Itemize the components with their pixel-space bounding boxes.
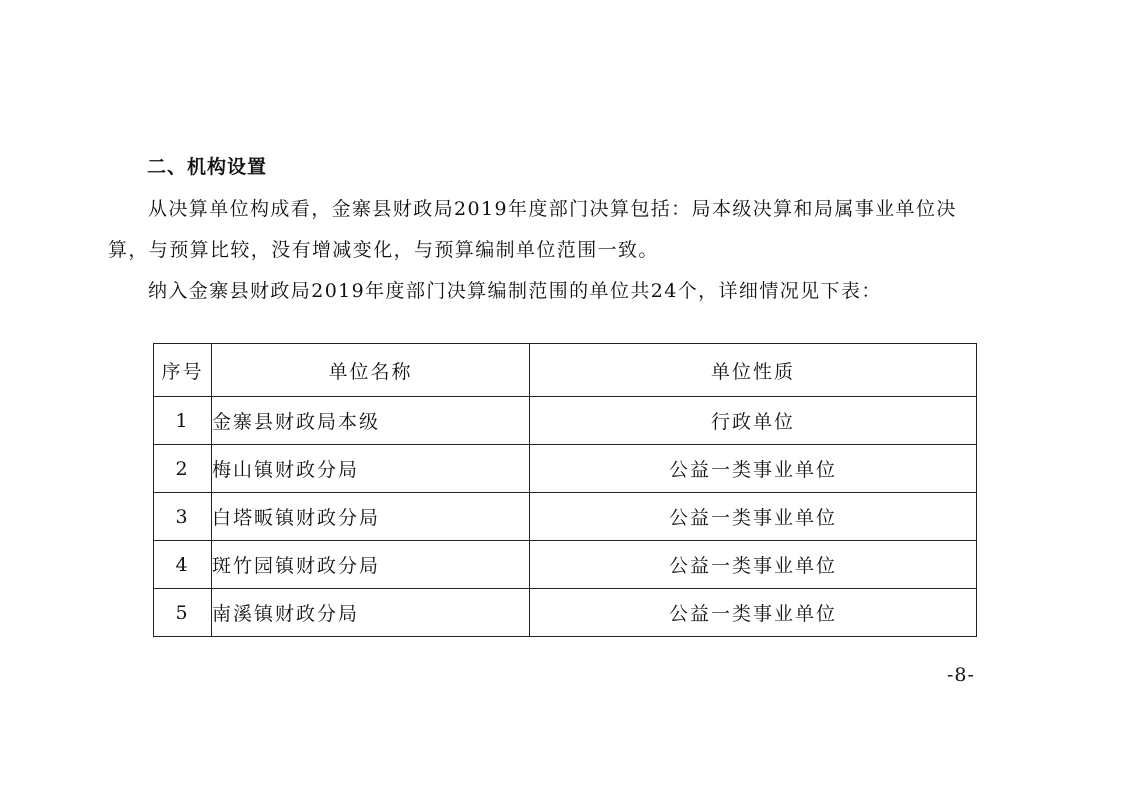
cell-type: 公益一类事业单位 xyxy=(530,445,977,493)
section-heading: 二、机构设置 xyxy=(147,156,268,178)
cell-name: 梅山镇财政分局 xyxy=(212,445,530,493)
cell-type: 公益一类事业单位 xyxy=(530,541,977,589)
table-row xyxy=(154,541,977,589)
header-name: 单位名称 xyxy=(212,344,530,397)
page-number: -8- xyxy=(947,664,975,686)
cell-no: 3 xyxy=(154,493,212,541)
table-row xyxy=(154,589,977,637)
table-header-row xyxy=(154,344,977,397)
cell-name: 斑竹园镇财政分局 xyxy=(212,541,530,589)
units-table xyxy=(153,343,977,637)
cell-name: 白塔畈镇财政分局 xyxy=(212,493,530,541)
cell-no: 5 xyxy=(154,589,212,637)
header-no: 序号 xyxy=(154,344,212,397)
cell-type: 公益一类事业单位 xyxy=(530,589,977,637)
cell-no: 2 xyxy=(154,445,212,493)
header-type: 单位性质 xyxy=(530,344,977,397)
cell-no: 1 xyxy=(154,397,212,445)
table-row xyxy=(154,445,977,493)
cell-no: 4 xyxy=(154,541,212,589)
cell-name: 南溪镇财政分局 xyxy=(212,589,530,637)
table-row xyxy=(154,397,977,445)
cell-type: 公益一类事业单位 xyxy=(530,493,977,541)
cell-name: 金寨县财政局本级 xyxy=(212,397,530,445)
cell-type: 行政单位 xyxy=(530,397,977,445)
table-row xyxy=(154,493,977,541)
paragraph-units-count: 纳入金寨县财政局2019年度部门决算编制范围的单位共24个，详细情况见下表： xyxy=(148,280,882,302)
paragraph-scope: 从决算单位构成看，金寨县财政局2019年度部门决算包括：局本级决算和局属事业单位决算，与预算比较，没有增减变化，与预算编制单位范围一致。 xyxy=(108,198,957,261)
